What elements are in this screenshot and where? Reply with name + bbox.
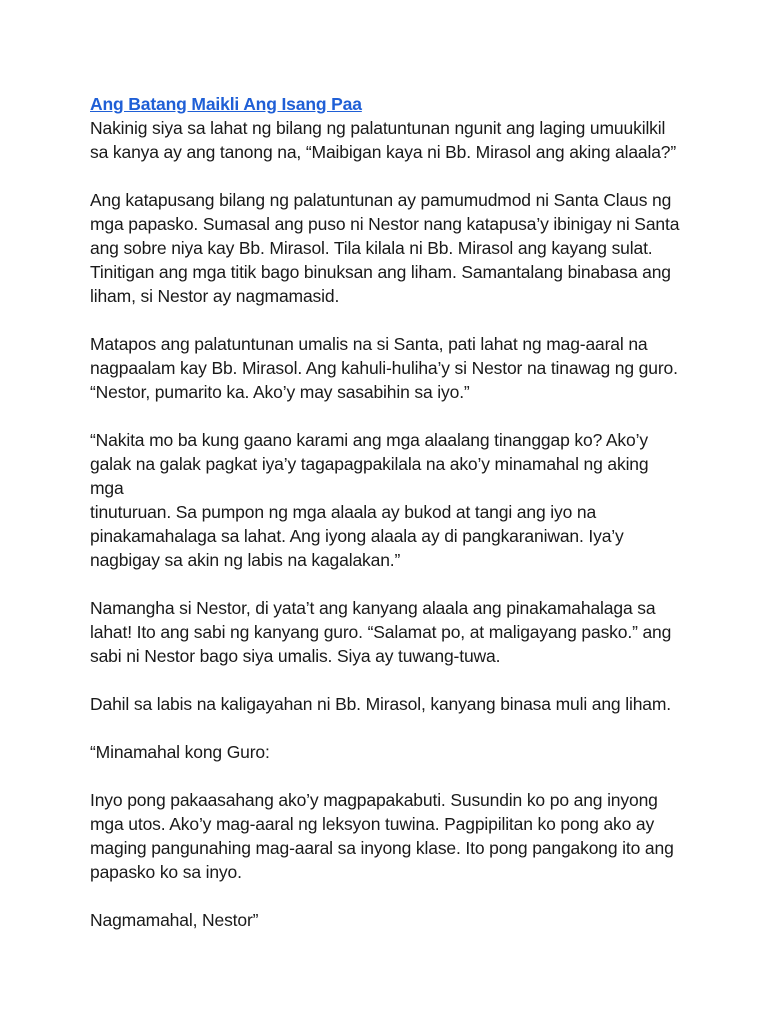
paragraph-9-letter-closing: Nagmamahal, Nestor” — [90, 910, 259, 930]
paragraph-3: Matapos ang palatuntunan umalis na si Santa, pati lahat ng mag-aaral na nagpaalam kay Bb. Mirasol. Ang kahuli-huliha’y si Nestor na tinawag ng guro. “Nestor, pumarito ka. Ako’y may sasabihin sa iyo.” — [90, 334, 678, 402]
paragraph-8-letter-body: Inyo pong pakaasahang ako’y magpapakabuti. Susundin ko po ang inyong mga utos. Ako’y mag-aaral ng leksyon tuwina. Pagpipilitan ko pong ako ay maging pangunahing mag-aaral sa inyong klase. Ito pong pangakong ito ang papasko ko sa inyo. — [90, 790, 674, 882]
title-link[interactable]: Ang Batang Maikli Ang Isang Paa — [90, 94, 362, 114]
paragraph-1: Nakinig siya sa lahat ng bilang ng palatuntunan ngunit ang laging umuukilkil sa kanya ay ang tanong na, “Maibigan kaya ni Bb. Mirasol ang aking alaala?” — [90, 118, 677, 162]
document-body — [90, 92, 680, 956]
paragraph-2: Ang katapusang bilang ng palatuntunan ay pamumudmod ni Santa Claus ng mga papasko. Sumasal ang puso ni Nestor nang katapusa’y ibinigay ni Santa ang sobre niya kay Bb. Mirasol. Tila kilala ni Bb. Mirasol ang kayang sulat. Tinitigan ang mga titik bago binuksan ang liham. Samantalang binabasa ang liham, si Nestor ay nagmamasid. — [90, 190, 680, 306]
paragraph-7-letter-salutation: “Minamahal kong Guro: — [90, 742, 270, 762]
paragraph-5: Namangha si Nestor, di yata’t ang kanyang alaala ang pinakamahalaga sa lahat! Ito ang sabi ng kanyang guro. “Salamat po, at maligayang pasko.” ang sabi ni Nestor bago siya umalis. Siya ay tuwang-tuwa. — [90, 598, 672, 666]
paragraph-6: Dahil sa labis na kaligayahan ni Bb. Mirasol, kanyang binasa muli ang liham. — [90, 694, 672, 714]
paragraph-4: “Nakita mo ba kung gaano karami ang mga alaalang tinanggap ko? Ako’y galak na galak pagkat iya’y tagapagpakilala na ako’y minamahal ng aking mga tinuturuan. Sa pumpon ng mga alaala ay bukod at tangi ang iyo na pinakamahalaga sa lahat. Ang iyong alaala ay di pangkaraniwan. Iya’y nagbigay sa akin ng labis na kagalakan.” — [90, 430, 649, 570]
